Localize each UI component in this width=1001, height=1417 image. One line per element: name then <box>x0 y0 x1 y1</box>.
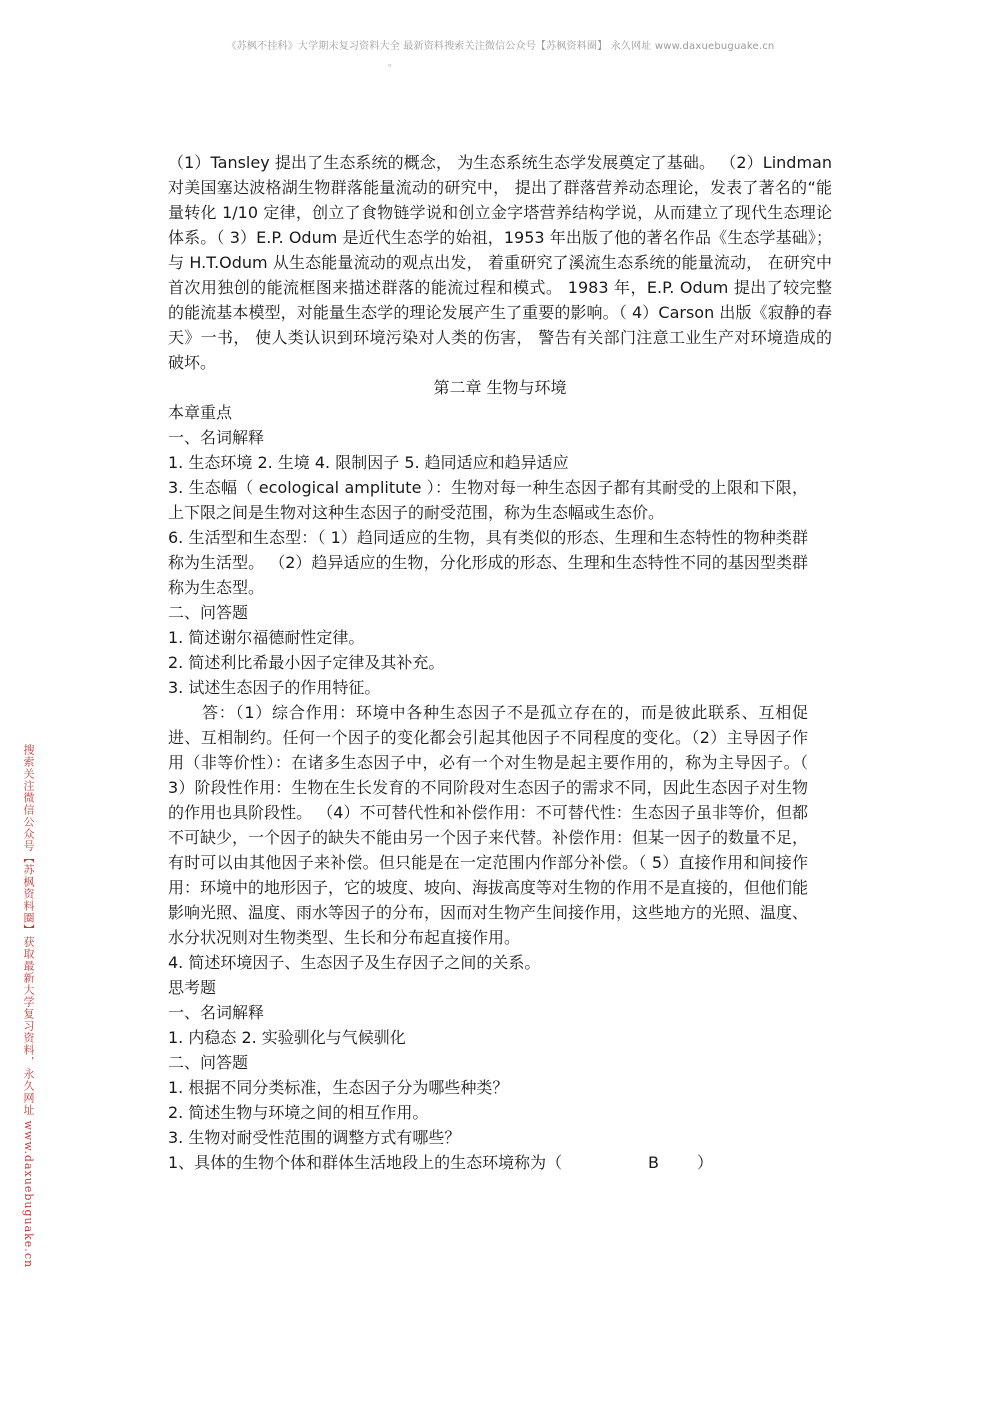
page-header-banner: 《苏枫不挂科》大学期末复习资料大全 最新资料搜索关注微信公众号【苏枫资料圈】 永久网址 www.daxuebuguake.cn <box>226 41 775 52</box>
multiple-choice-question <box>168 1150 713 1175</box>
key-points-heading: 本章重点 <box>168 403 233 422</box>
thinking-terms-list: 1. 内稳态 2. 实验驯化与气候驯化 <box>168 1028 406 1047</box>
qa-section-heading: 二、问答题 <box>168 603 249 622</box>
term-ecological-amplitude: 3. 生态幅（ ecological amplitute ）：生物对每一种生态因子都有其耐受的上限和下限，上下限之间是生物对这种生态因子的耐受范围，称为生态幅或生态价。 <box>168 478 808 522</box>
mc-close-paren: ） <box>696 1153 713 1172</box>
thinking-heading: 思考题 <box>168 978 217 997</box>
terms-list: 1. 生态环境 2. 生境 4. 限制因子 5. 趋同适应和趋异适应 <box>168 453 569 472</box>
question-item: 1. 简述谢尔福德耐性定律。 <box>168 628 365 647</box>
answer-paragraph: 答：（1）综合作用：环境中各种生态因子不是孤立存在的，而是彼此联系、互相促进、互相制约。任何一个因子的变化都会引起其他因子不同程度的变化。（2）主导因子作用（非等价性）：在诸多生态因子中，必有一个对生物是起主要作用的，称为主导因子。（ 3）阶段性作用：生物在生长发育的不同阶段对生态因子的需求不同，因此生态因子对生物的作用也具阶段性。 （4）不可替代性和补偿作用：不可替代性：生态因子虽非等价，但都不可缺少，一个因子的缺失不能由另一个因子来代替。补偿作用：但某一因子的数量不足，有时可以由其他因子来补偿。但只能是在一定范围内作部分补偿。（ 5）直接作用和间接作用：环境中的地形因子，它的坡度、坡向、海拔高度等对生物的作用不是直接的，但他们能影响光照、温度、雨水等因子的分布，因而对生物产生间接作用，这些地方的光照、温度、水分状况则对生物类型、生长和分布起直接作用。 <box>168 703 809 947</box>
side-watermark: 搜索关注微信公众号【苏枫资料圈】获取最新大学复习资料，永久网址 www.daxuebuguake.cn <box>22 744 35 1269</box>
thinking-question-item: 2. 简述生物与环境之间的相互作用。 <box>168 1103 429 1122</box>
thinking-question-item: 3. 生物对耐受性范围的调整方式有哪些？ <box>168 1128 461 1147</box>
thinking-question-item: 1. 根据不同分类标准，生态因子分为哪些种类？ <box>168 1078 509 1097</box>
mc-answer: B <box>648 1153 659 1172</box>
intro-paragraph: （1）Tansley 提出了生态系统的概念， 为生态系统生态学发展奠定了基础。 （2）Lindman 对美国塞达波格湖生物群落能量流动的研究中， 提出了群落营养动态理论，发表了著名的“能量转化 1/10 定律，创立了食物链学说和创立金字塔营养结构学说，从而建立了现代生态理论体系。（ 3）E.P. Odum 是近代生态学的始祖，1953 年出版了他的著名作品《生态学基础》；与 H.T.Odum 从生态能量流动的观点出发， 着重研究了溪流生态系统的能量流动， 在研究中首次用独创的能流框图来描述群落的能流过程和模式。 1983 年，E.P. Odum 提出了较完整的能流基本模型，对能量生态学的理论发展产生了重要的影响。（ 4）Carson 出版《寂静的春天》一书， 使人类认识到环境污染对人类的伤害， 警告有关部门注意工业生产对环境造成的破坏。 <box>168 153 832 372</box>
chapter-title: 第二章 生物与环境 <box>433 378 567 397</box>
term-life-form: 6. 生活型和生态型：（ 1）趋同适应的生物，具有类似的形态、生理和生态特性的物种类群称为生活型。 （2）趋异适应的生物，分化形成的形态、生理和生态特性不同的基因型类群称为生态型。 <box>168 528 808 597</box>
thinking-qa-heading: 二、问答题 <box>168 1053 249 1072</box>
question-item: 4. 简述环境因子、生态因子及生存因子之间的关系。 <box>168 953 541 972</box>
question-item: 3. 试述生态因子的作用特征。 <box>168 678 381 697</box>
thinking-terms-heading: 一、名词解释 <box>168 1003 265 1022</box>
document-body <box>168 150 832 1175</box>
terms-section-heading: 一、名词解释 <box>168 428 265 447</box>
mc-question-text: 1、具体的生物个体和群体生活地段上的生态环境称为（ <box>168 1153 563 1172</box>
question-item: 2. 简述利比希最小因子定律及其补充。 <box>168 653 445 672</box>
page-header-dot: 。 <box>388 58 398 69</box>
